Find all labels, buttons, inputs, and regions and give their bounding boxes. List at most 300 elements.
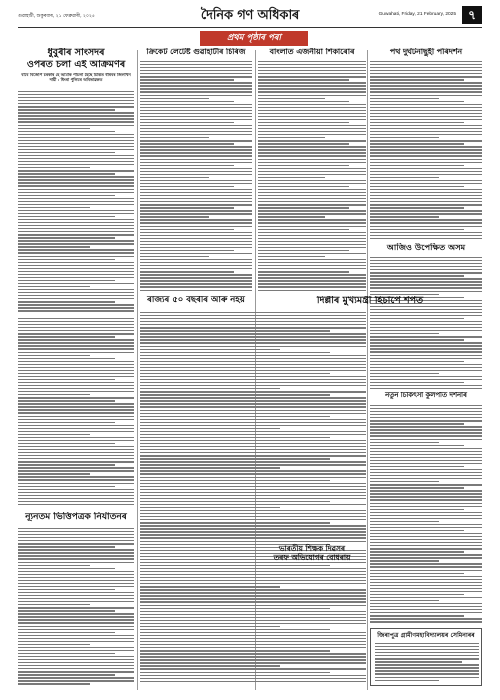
text-line — [140, 678, 366, 679]
text-line — [140, 659, 366, 660]
text-line — [18, 158, 134, 159]
text-line — [18, 330, 134, 331]
text-line — [370, 79, 464, 80]
text-line — [18, 683, 90, 684]
text-line — [140, 623, 366, 624]
text-line — [370, 266, 482, 267]
text-line — [18, 437, 134, 438]
text-line — [258, 76, 366, 77]
text-line — [18, 201, 134, 202]
text-line — [370, 472, 482, 473]
text-line — [370, 358, 482, 359]
text-line — [370, 339, 464, 340]
text-line — [258, 241, 366, 242]
text-line — [18, 677, 134, 678]
text-line — [140, 280, 252, 281]
text-line — [370, 609, 482, 610]
text-line — [370, 67, 482, 68]
text-line — [18, 467, 134, 468]
text-line — [370, 551, 464, 552]
text-line — [140, 498, 366, 499]
text-line — [370, 585, 482, 586]
text-line — [140, 394, 330, 395]
text-line — [18, 653, 115, 654]
text-line — [18, 431, 134, 432]
text-line — [140, 662, 366, 663]
text-line — [370, 606, 482, 607]
text-line — [18, 534, 134, 535]
column-rule — [137, 50, 138, 690]
text-line — [18, 348, 134, 349]
text-line — [18, 489, 134, 490]
text-line — [140, 85, 252, 86]
text-line — [370, 376, 482, 377]
text-line — [18, 604, 90, 605]
text-line — [18, 179, 134, 180]
text-line — [370, 294, 439, 295]
text-line — [18, 379, 115, 380]
text-line — [140, 376, 366, 377]
article-1-headline-2: ওপৰত চলা এই আক্ৰমণৰ — [26, 60, 126, 70]
text-line — [140, 76, 252, 77]
text-line — [370, 342, 482, 343]
text-line — [370, 451, 482, 452]
text-line — [18, 280, 115, 281]
text-line — [258, 174, 366, 175]
text-line — [370, 210, 482, 211]
text-line — [140, 235, 252, 236]
text-line — [375, 643, 479, 644]
text-line — [140, 321, 366, 322]
text-line — [18, 219, 134, 220]
text-line — [140, 458, 330, 459]
article-4-body — [370, 61, 482, 241]
text-line — [140, 256, 209, 257]
text-line — [18, 361, 134, 362]
text-line — [18, 345, 134, 346]
text-line — [18, 298, 134, 299]
text-line — [370, 545, 482, 546]
text-line — [375, 649, 479, 650]
text-line — [370, 174, 482, 175]
text-line — [18, 391, 134, 392]
text-line — [258, 198, 366, 199]
text-line — [370, 385, 482, 386]
text-line — [140, 635, 366, 636]
text-line — [258, 250, 349, 251]
text-line — [18, 216, 115, 217]
text-line — [140, 286, 252, 287]
text-line — [18, 400, 115, 401]
text-line — [140, 247, 252, 248]
text-line — [370, 367, 482, 368]
text-line — [18, 198, 134, 199]
article-6-body — [370, 257, 482, 392]
text-line — [18, 382, 134, 383]
text-line — [140, 605, 366, 606]
text-line — [370, 351, 482, 352]
text-line — [140, 595, 366, 596]
text-line — [140, 528, 366, 529]
text-line — [258, 229, 349, 230]
text-line — [370, 183, 482, 184]
text-line — [140, 614, 366, 615]
text-line — [18, 118, 134, 119]
text-line — [370, 95, 482, 96]
text-line — [140, 253, 252, 254]
text-line — [370, 423, 464, 424]
text-line — [18, 240, 134, 241]
text-line — [18, 440, 134, 441]
text-line — [140, 367, 366, 368]
text-line — [140, 70, 252, 71]
text-line — [258, 98, 325, 99]
text-line — [370, 327, 482, 328]
text-line — [18, 595, 134, 596]
text-line — [370, 463, 482, 464]
text-line — [370, 364, 482, 365]
text-line — [18, 574, 134, 575]
text-line — [140, 385, 366, 386]
text-line — [140, 403, 366, 404]
text-line — [140, 137, 209, 138]
text-line — [370, 521, 439, 522]
text-line — [18, 607, 134, 608]
text-line — [140, 534, 366, 535]
text-line — [258, 207, 349, 208]
text-line — [18, 140, 134, 141]
text-line — [140, 416, 330, 417]
masthead — [18, 6, 482, 26]
text-line — [258, 265, 366, 266]
text-line — [370, 315, 482, 316]
text-line — [18, 680, 134, 681]
text-line — [18, 109, 115, 110]
text-line — [18, 458, 134, 459]
text-line — [258, 101, 349, 102]
text-line — [140, 339, 366, 340]
text-line — [18, 476, 134, 477]
text-line — [258, 219, 366, 220]
text-line — [140, 104, 252, 105]
text-line — [18, 164, 134, 165]
text-line — [370, 269, 482, 270]
text-line — [18, 358, 115, 359]
text-line — [18, 210, 134, 211]
text-line — [18, 464, 115, 465]
text-line — [18, 562, 134, 563]
text-line — [140, 342, 366, 343]
text-line — [140, 495, 366, 496]
text-line — [370, 621, 482, 622]
text-line — [370, 232, 482, 233]
text-line — [370, 189, 482, 190]
text-line — [140, 250, 234, 251]
text-line — [370, 82, 482, 83]
text-line — [140, 446, 366, 447]
text-line — [18, 128, 90, 129]
text-line — [140, 91, 252, 92]
text-line — [18, 336, 115, 337]
text-line — [140, 611, 366, 612]
text-line — [370, 257, 482, 258]
text-line — [140, 128, 252, 129]
text-line — [18, 342, 134, 343]
text-line — [140, 504, 366, 505]
text-line — [18, 152, 115, 153]
text-line — [258, 165, 349, 166]
text-line — [140, 168, 252, 169]
text-line — [140, 410, 366, 411]
text-line — [18, 486, 115, 487]
text-line — [258, 201, 366, 202]
text-line — [18, 616, 134, 617]
text-line — [140, 443, 366, 444]
text-line — [140, 268, 252, 269]
text-line — [18, 204, 134, 205]
text-line — [140, 324, 366, 325]
text-line — [18, 370, 134, 371]
text-line — [258, 195, 366, 196]
text-line — [140, 195, 252, 196]
text-line — [258, 140, 366, 141]
text-line — [370, 284, 482, 285]
text-line — [18, 644, 90, 645]
text-line — [140, 149, 252, 150]
text-line — [370, 515, 482, 516]
text-line — [258, 104, 366, 105]
text-line — [18, 577, 134, 578]
text-line — [370, 503, 482, 504]
text-line — [140, 183, 252, 184]
text-line — [140, 638, 366, 639]
text-line — [258, 73, 366, 74]
text-line — [140, 489, 366, 490]
text-line — [370, 61, 482, 62]
text-line — [140, 647, 366, 648]
text-line — [18, 552, 134, 553]
text-line — [140, 672, 330, 673]
text-line — [140, 204, 252, 205]
text-line — [370, 73, 482, 74]
text-line — [370, 445, 464, 446]
text-line — [18, 292, 134, 293]
text-line — [18, 100, 134, 101]
text-line — [370, 414, 482, 415]
text-line — [18, 419, 134, 420]
text-line — [140, 198, 252, 199]
text-line — [370, 348, 482, 349]
text-line — [18, 455, 134, 456]
ad-box: জিৰাপুত্ৰ গ্ৰামীণমহাবিদ্যালয়ৰ সেমিনাৰৰ — [370, 628, 482, 686]
text-line — [375, 655, 479, 656]
text-line — [140, 165, 234, 166]
text-line — [258, 146, 366, 147]
text-line — [370, 275, 464, 276]
text-line — [258, 204, 366, 205]
text-line — [140, 608, 330, 609]
text-line — [140, 283, 252, 284]
text-line — [140, 219, 252, 220]
text-line — [140, 467, 280, 468]
article-1-headline: ধুবুৰীৰ সাংসদৰ — [47, 48, 105, 58]
text-line — [370, 379, 482, 380]
text-line — [370, 128, 482, 129]
text-line — [258, 180, 366, 181]
text-line — [370, 177, 439, 178]
text-line — [140, 174, 252, 175]
text-line — [370, 579, 482, 580]
text-line — [140, 361, 366, 362]
article-3-body — [258, 61, 366, 293]
text-line — [18, 112, 134, 113]
text-line — [18, 327, 134, 328]
text-line — [140, 473, 366, 474]
text-line — [140, 61, 252, 62]
text-line — [370, 146, 482, 147]
text-line — [258, 82, 366, 83]
article-11-headline: নতুন চিকিৎসা কুলপতি দৰ্শনাৰ — [385, 392, 467, 399]
text-line — [370, 487, 464, 488]
text-line — [18, 146, 134, 147]
text-line — [370, 554, 482, 555]
text-line — [375, 652, 479, 653]
text-line — [18, 167, 90, 168]
text-line — [140, 290, 252, 291]
text-line — [140, 113, 252, 114]
text-line — [370, 140, 482, 141]
text-line — [370, 411, 482, 412]
text-line — [140, 146, 252, 147]
text-line — [370, 576, 482, 577]
text-line — [370, 207, 464, 208]
text-line — [375, 677, 479, 678]
text-line — [370, 475, 482, 476]
text-line — [258, 271, 349, 272]
text-line — [140, 422, 366, 423]
text-line — [258, 183, 366, 184]
text-line — [370, 229, 464, 230]
text-line — [258, 262, 366, 263]
text-line — [258, 244, 366, 245]
text-line — [370, 597, 482, 598]
text-line — [258, 61, 366, 62]
text-line — [18, 234, 134, 235]
text-line — [140, 119, 252, 120]
text-line — [18, 125, 134, 126]
text-line — [140, 79, 234, 80]
text-line — [258, 186, 349, 187]
text-line — [370, 260, 482, 261]
text-line — [18, 632, 115, 633]
text-line — [18, 91, 134, 92]
article-1-body — [18, 91, 134, 316]
text-line — [370, 281, 482, 282]
text-line — [370, 180, 482, 181]
text-line — [18, 143, 134, 144]
text-line — [18, 537, 134, 538]
text-line — [258, 131, 366, 132]
text-line — [18, 161, 134, 162]
text-line — [370, 201, 482, 202]
text-line — [18, 134, 134, 135]
text-line — [370, 594, 464, 595]
text-line — [370, 420, 482, 421]
text-line — [140, 271, 234, 272]
text-line — [140, 656, 366, 657]
text-line — [140, 192, 252, 193]
text-line — [140, 180, 252, 181]
text-line — [370, 168, 482, 169]
text-line — [140, 262, 252, 263]
text-line — [140, 513, 366, 514]
text-line — [140, 213, 252, 214]
text-line — [370, 457, 482, 458]
text-line — [140, 238, 252, 239]
text-line — [258, 107, 366, 108]
text-line — [140, 653, 366, 654]
text-line — [375, 646, 479, 647]
text-line — [140, 352, 330, 353]
text-line — [18, 638, 134, 639]
text-line — [18, 470, 134, 471]
text-line — [140, 434, 366, 435]
text-line — [18, 192, 134, 193]
text-line — [18, 295, 134, 296]
text-line — [370, 361, 464, 362]
text-line — [258, 91, 366, 92]
text-line — [370, 104, 482, 105]
text-line — [140, 586, 280, 587]
text-line — [18, 434, 90, 435]
text-line — [370, 557, 482, 558]
text-line — [140, 101, 234, 102]
text-line — [370, 388, 482, 389]
text-line — [18, 213, 134, 214]
text-line — [370, 186, 464, 187]
text-line — [140, 406, 366, 407]
text-line — [370, 85, 482, 86]
text-line — [140, 277, 252, 278]
text-line — [370, 469, 482, 470]
text-line — [140, 95, 252, 96]
text-line — [140, 382, 366, 383]
text-line — [140, 592, 366, 593]
text-line — [18, 412, 134, 413]
text-line — [258, 155, 366, 156]
text-line — [18, 610, 115, 611]
text-line — [18, 613, 134, 614]
text-line — [140, 452, 366, 453]
text-line — [258, 238, 366, 239]
text-line — [258, 283, 366, 284]
article-9-headline-box: ভাৰতীয় শিক্ষক দিৱসৰ তৰফ অভিযোগৰ বোধৰায় — [273, 544, 351, 562]
text-line — [140, 431, 366, 432]
text-line — [370, 113, 482, 114]
article-8-body — [18, 528, 134, 688]
text-line — [140, 507, 280, 508]
text-line — [18, 479, 134, 480]
text-line — [140, 650, 330, 651]
text-line — [18, 155, 134, 156]
text-line — [18, 626, 134, 627]
article-1-body-cont — [18, 318, 134, 508]
text-line — [18, 277, 134, 278]
text-line — [18, 137, 134, 138]
text-line — [370, 222, 482, 223]
text-line — [18, 571, 134, 572]
text-line — [140, 274, 252, 275]
